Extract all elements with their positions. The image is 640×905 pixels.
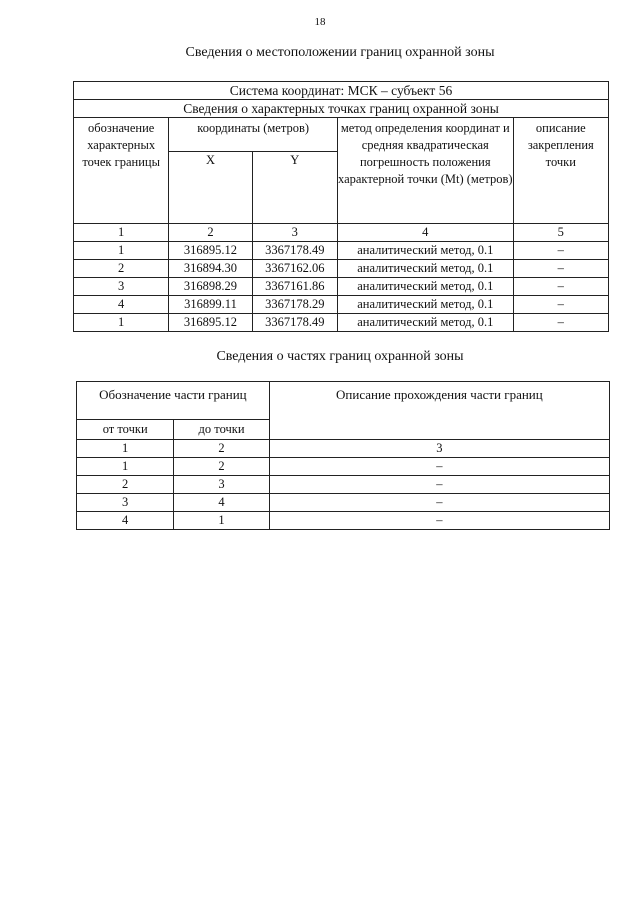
table-row — [74, 296, 609, 314]
point-cell: 2 — [74, 260, 169, 278]
header-point-designation: обозначение характерных точек границы — [74, 118, 169, 224]
header-to-point: до точки — [174, 420, 269, 440]
section-title-location: Сведения о местоположении границ охранной зоны — [185, 45, 495, 60]
column-number: 2 — [169, 224, 252, 242]
from-cell: 1 — [77, 440, 174, 458]
description-cell: – — [513, 260, 608, 278]
description-cell: – — [513, 314, 608, 332]
from-cell: 2 — [77, 476, 174, 494]
y-cell: 3367162.06 — [252, 260, 337, 278]
to-cell: 3 — [174, 476, 269, 494]
y-cell: 3367178.49 — [252, 242, 337, 260]
table-row — [74, 314, 609, 332]
y-cell: 3367178.49 — [252, 314, 337, 332]
boundary-parts-table — [76, 381, 610, 530]
section-title-parts: Сведения о частях границ охранной зоны — [216, 349, 464, 364]
header-x: X — [169, 152, 252, 224]
x-cell: 316898.29 — [169, 278, 252, 296]
header-part-designation: Обозначение части границ — [77, 382, 270, 420]
column-number: 4 — [337, 224, 513, 242]
column-number: 1 — [74, 224, 169, 242]
point-cell: 4 — [74, 296, 169, 314]
header-part-description: Описание прохождения части границ — [269, 382, 609, 440]
header-from-point: от точки — [77, 420, 174, 440]
table-row — [77, 458, 610, 476]
header-coordinates: координаты (метров) — [169, 118, 338, 152]
method-cell: аналитический метод, 0.1 — [337, 278, 513, 296]
table-row — [74, 242, 609, 260]
point-cell: 1 — [74, 242, 169, 260]
method-cell: аналитический метод, 0.1 — [337, 314, 513, 332]
x-cell: 316899.11 — [169, 296, 252, 314]
to-cell: 1 — [174, 512, 269, 530]
description-cell: – — [513, 278, 608, 296]
header-method: метод определения координат и средняя квадратическая погрешность положения характерной точки (Mt) (метров) — [337, 118, 513, 224]
points-info-row: Сведения о характерных точках границ охранной зоны — [74, 100, 609, 118]
from-cell: 1 — [77, 458, 174, 476]
part-description-cell: – — [269, 476, 609, 494]
table-row — [77, 494, 610, 512]
description-cell: – — [513, 296, 608, 314]
boundary-points-table — [73, 81, 609, 332]
method-cell: аналитический метод, 0.1 — [337, 242, 513, 260]
table-row — [77, 512, 610, 530]
table-row — [74, 260, 609, 278]
to-cell: 2 — [174, 458, 269, 476]
x-cell: 316895.12 — [169, 242, 252, 260]
column-number: 3 — [252, 224, 337, 242]
coordinate-system-row: Система координат: МСК – субъект 56 — [74, 82, 609, 100]
point-cell: 1 — [74, 314, 169, 332]
point-cell: 3 — [74, 278, 169, 296]
to-cell: 4 — [174, 494, 269, 512]
from-cell: 3 — [77, 494, 174, 512]
part-description-cell: – — [269, 458, 609, 476]
part-description-cell: – — [269, 494, 609, 512]
x-cell: 316894.30 — [169, 260, 252, 278]
x-cell: 316895.12 — [169, 314, 252, 332]
column-number: 5 — [513, 224, 608, 242]
table-row — [77, 440, 610, 458]
description-cell: – — [513, 242, 608, 260]
y-cell: 3367161.86 — [252, 278, 337, 296]
to-cell: 2 — [174, 440, 269, 458]
method-cell: аналитический метод, 0.1 — [337, 260, 513, 278]
header-y: Y — [252, 152, 337, 224]
y-cell: 3367178.29 — [252, 296, 337, 314]
header-description: описание закрепления точки — [513, 118, 608, 224]
from-cell: 4 — [77, 512, 174, 530]
part-description-cell: – — [269, 512, 609, 530]
table-row — [77, 476, 610, 494]
table-row — [74, 278, 609, 296]
method-cell: аналитический метод, 0.1 — [337, 296, 513, 314]
page-number: 18 — [314, 16, 326, 28]
part-description-cell: 3 — [269, 440, 609, 458]
